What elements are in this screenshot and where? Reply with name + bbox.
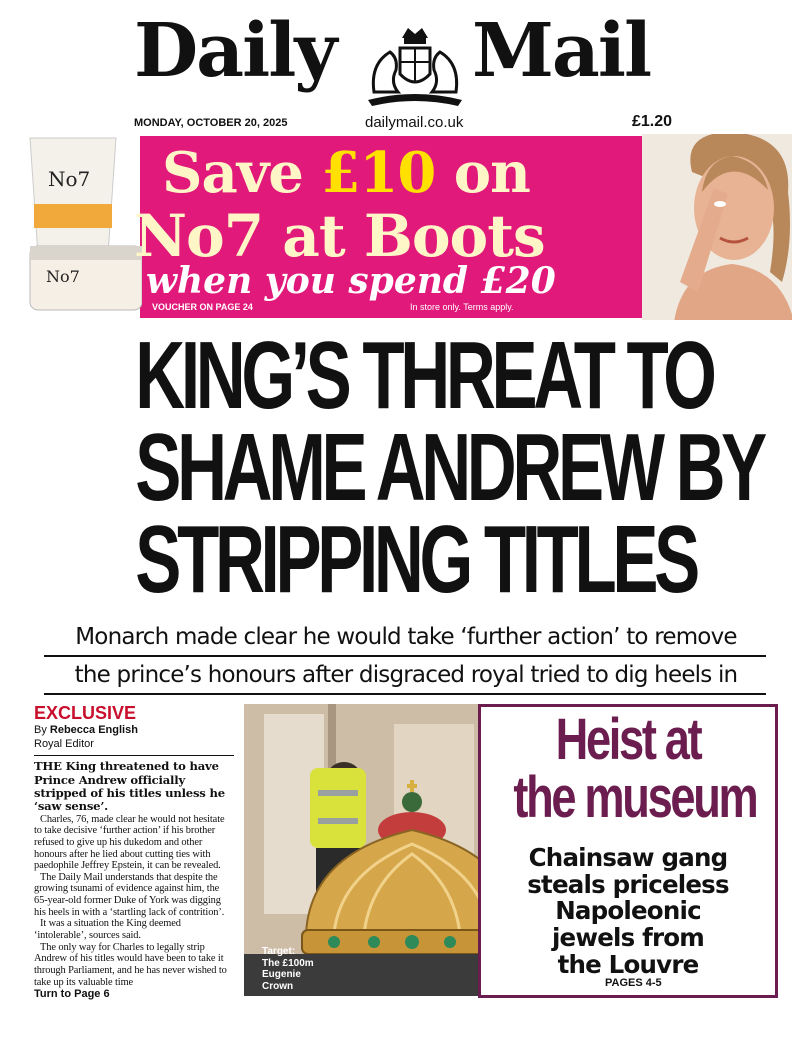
turn-to-page-link[interactable]: Turn to Page 6 <box>34 988 110 1000</box>
headline-line: SHAME ANDREW BY <box>135 414 763 522</box>
issue-date: MONDAY, OCTOBER 20, 2025 <box>134 117 288 129</box>
main-headline <box>30 322 782 614</box>
story-paragraph: The only way for Charles to legally strip Andrew of his titles would have been to take it through Parliament, and he has never wished to take up its valuable time <box>34 941 227 988</box>
heist-story-box[interactable] <box>478 704 778 998</box>
subheadline-line2: the prince’s honours after disgraced royal tried to dig heels in <box>74 662 738 688</box>
headline-line: KING’S THREAT TO <box>135 322 713 429</box>
story-lead: THE King threatened to have Prince Andrew officially stripped of his titles unless he ‘saw sense’. <box>34 759 225 814</box>
tube-brand: No7 <box>48 167 91 191</box>
story-paragraph: It was a situation the King deemed ‘intolerable’, sources said. <box>34 918 181 942</box>
main-story[interactable] <box>34 704 234 988</box>
masthead <box>0 0 810 112</box>
dateline <box>0 113 810 133</box>
ad-headline-line2: No7 at Boots <box>134 202 545 270</box>
ad-model-photo <box>582 134 792 320</box>
exclusive-kicker: EXCLUSIVE <box>34 703 137 723</box>
heist-subtitle: Chainsaw gang steals priceless Napoleonic jewels from the Louvre <box>527 843 729 979</box>
photo-caption: Target: The £100m Eugenie Crown <box>262 946 314 992</box>
byline: By Rebecca English <box>34 723 138 736</box>
no7-ad-banner[interactable] <box>22 134 792 320</box>
author-name: Rebecca English <box>49 723 138 736</box>
story-paragraph: The Daily Mail understands that despite the growing tsunami of evidence against him, the 65-year-old former Duke of York was digging his heels in with a ‘startling lack of contrition’. <box>34 871 225 918</box>
cover-price: £1.20 <box>632 113 673 130</box>
subhead-divider <box>44 655 766 657</box>
website: dailymail.co.uk <box>365 114 464 131</box>
headline-line: STRIPPING TITLES <box>135 506 696 614</box>
ad-terms-note: In store only. Terms apply. <box>410 302 514 312</box>
masthead-title-mail: Mail <box>472 8 651 94</box>
ad-offer-text: when you spend £20 <box>146 260 556 302</box>
jar-brand: No7 <box>46 267 80 286</box>
subheadline-line1: Monarch made clear he would take ‘further action’ to remove <box>75 624 737 650</box>
author-role: Royal Editor <box>34 737 94 750</box>
story-paragraph: Charles, 76, made clear he would not hesitate to take decisive ‘further action’ if his brother refused to give up his dukedom and other honours after he lied about cutting ties with paedophile Jeffrey Epstein, it can be revealed. <box>34 813 225 872</box>
no7-products-image <box>22 134 142 320</box>
subhead-divider <box>44 693 766 695</box>
story-body <box>34 814 234 989</box>
masthead-title-daily: Daily <box>134 8 336 94</box>
story-divider <box>34 755 234 756</box>
royal-crest-icon <box>360 22 470 108</box>
ad-voucher-note: VOUCHER ON PAGE 24 <box>152 302 253 312</box>
ad-headline-line1: Save £10 on <box>162 140 530 206</box>
heist-title: Heist at the museum <box>513 707 757 830</box>
heist-pages-link[interactable]: PAGES 4-5 <box>605 977 662 989</box>
